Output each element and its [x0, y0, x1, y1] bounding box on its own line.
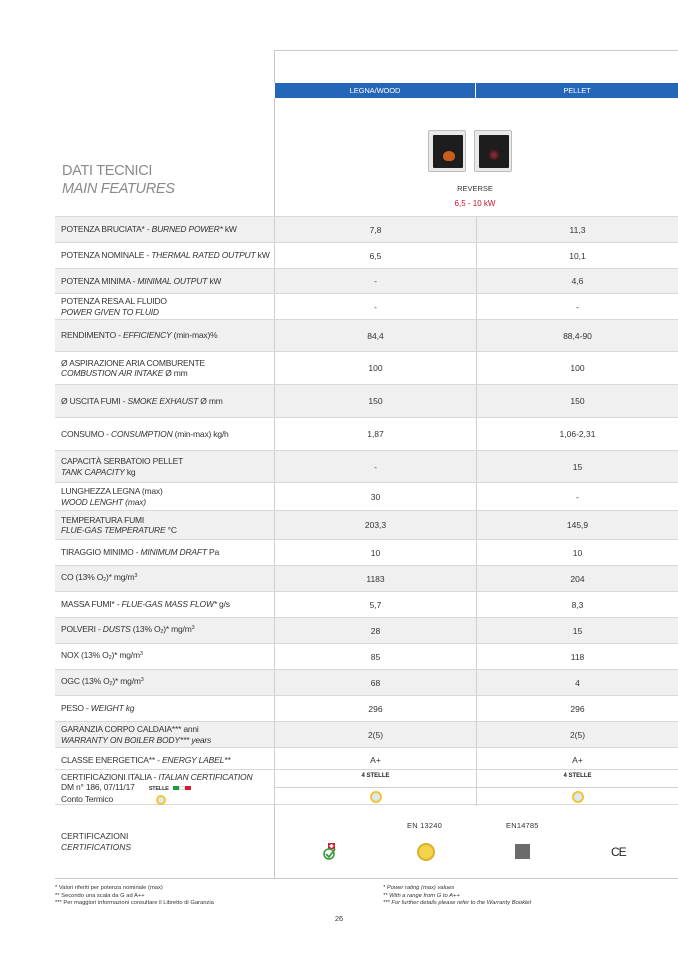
spec-value-wood: 1,87 — [274, 418, 476, 450]
spec-value-pellet: - — [476, 294, 678, 319]
spec-value-wood: 30 — [274, 483, 476, 510]
footnote-en-3: *** For further details please refer to the Warranty Booklet — [383, 900, 532, 906]
spec-value-wood: - — [274, 269, 476, 293]
spec-value-wood: 6,5 — [274, 243, 476, 268]
spec-value-pellet: - — [476, 483, 678, 510]
spec-label: Ø ASPIRAZIONE ARIA COMBURENTE COMBUSTION AIR INTAKE Ø mm — [61, 357, 205, 378]
spec-value-pellet: 11,3 — [476, 217, 678, 242]
certifications-it: CERTIFICAZIONI — [61, 831, 129, 841]
spec-row — [55, 351, 678, 384]
top-rule — [274, 50, 678, 51]
ce-mark-icon: CE — [611, 845, 626, 859]
spec-row — [55, 293, 678, 319]
spec-label: GARANZIA CORPO CALDAIA*** anni WARRANTY ON BOILER BODY*** years — [61, 724, 212, 745]
certifications-label — [61, 831, 131, 853]
cert-dm: DM n° 186, 07/11/17 — [61, 782, 135, 792]
spec-value-wood: 296 — [274, 696, 476, 721]
standard-en13240: EN 13240 — [407, 821, 442, 830]
spec-label: TIRAGGIO MINIMO - MINIMUM DRAFT Pa — [61, 547, 220, 558]
spec-row — [55, 721, 678, 747]
spec-value-wood: 84,4 — [274, 320, 476, 351]
spec-row — [55, 669, 678, 695]
spec-value-wood: A+ — [274, 748, 476, 772]
spec-label: POTENZA NOMINALE - THERMAL RATED OUTPUT kW — [61, 250, 270, 261]
spec-row — [55, 539, 678, 565]
footnotes-italian — [55, 885, 214, 908]
spec-row — [55, 268, 678, 293]
spec-label: Ø USCITA FUMI - SMOKE EXHAUST Ø mm — [61, 395, 223, 406]
spec-row — [55, 417, 678, 450]
header-divider — [274, 98, 275, 216]
cert-italia-it: CERTIFICAZIONI ITALIA - — [61, 772, 159, 782]
stelle-label: STELLE — [148, 786, 169, 792]
spec-value-wood: 85 — [274, 644, 476, 669]
spec-label: TEMPERATURA FUMI FLUE-GAS TEMPERATURE °C — [61, 514, 177, 535]
spec-label: CONSUMO - CONSUMPTION (min-max) kg/h — [61, 428, 229, 439]
spec-value-wood: 100 — [274, 352, 476, 384]
title-english: MAIN FEATURES — [62, 181, 175, 197]
spec-value-pellet: 150 — [476, 385, 678, 417]
spec-value-pellet: 8,3 — [476, 592, 678, 617]
spec-value-wood: 2(5) — [274, 722, 476, 747]
spec-label: NOX (13% $O_2)*$ $mg/m^3$ — [61, 650, 143, 662]
spec-value-pellet: 88,4-90 — [476, 320, 678, 351]
spec-label: POLVERI - DUSTS (13% $O_2)*$ $mg/m^3$ — [61, 624, 195, 636]
stove-wood-image — [428, 130, 466, 172]
spec-value-pellet: 2(5) — [476, 722, 678, 747]
spec-row — [55, 565, 678, 591]
column-header-pellet: PELLET — [476, 83, 678, 98]
spec-value-wood: 7,8 — [274, 217, 476, 242]
conto-termico-icon — [370, 791, 382, 803]
footnote-en-1: * Power rating (max) values — [383, 885, 455, 891]
spec-value-pellet: 204 — [476, 566, 678, 591]
cert-italia-pellet-cell — [476, 770, 678, 806]
spec-label: CLASSE ENERGETICA** - ENERGY LABEL** — [61, 754, 231, 765]
spec-row — [55, 591, 678, 617]
spec-value-wood: 1183 — [274, 566, 476, 591]
spec-value-wood: 150 — [274, 385, 476, 417]
column-header-wood: LEGNA/WOOD — [275, 83, 475, 98]
spec-table — [55, 216, 678, 772]
spec-value-pellet: 4,6 — [476, 269, 678, 293]
spec-value-pellet: 10 — [476, 540, 678, 565]
spec-row — [55, 695, 678, 721]
spec-label: OGC (13% $O_2)*$ $mg/m^3$ — [61, 676, 144, 688]
spec-label: PESO - WEIGHT kg — [61, 703, 135, 714]
spec-label: LUNGHEZZA LEGNA (max) WOOD LENGHT (max) — [61, 486, 163, 507]
spec-value-pellet: 15 — [476, 451, 678, 482]
spec-value-wood: - — [274, 294, 476, 319]
spec-value-pellet: 10,1 — [476, 243, 678, 268]
italian-certification-row — [55, 769, 678, 805]
conto-termico: Conto Termico — [61, 794, 114, 804]
spec-row — [55, 617, 678, 643]
spec-value-pellet: 15 — [476, 618, 678, 643]
swiss-quality-icon — [323, 843, 337, 861]
spec-label: MASSA FUMI* - FLUE-GAS MASS FLOW* g/s — [61, 599, 230, 610]
spec-value-pellet: 296 — [476, 696, 678, 721]
italy-flag-icon — [171, 782, 191, 792]
model-power-range: 6,5 - 10 kW — [454, 199, 496, 208]
quality-seal-icon — [417, 843, 435, 861]
footnote-it-2: ** Secondo una scala da G ad A++ — [55, 892, 145, 899]
wood-stelle: 4 STELLE — [361, 773, 390, 779]
footnote-it-3: *** Per maggiori informazioni consultare il Libretto di Garanzia — [55, 900, 214, 906]
page-number: 26 — [334, 914, 344, 923]
spec-value-wood: 5,7 — [274, 592, 476, 617]
spec-value-wood: 203,3 — [274, 511, 476, 539]
certifications-row — [55, 805, 678, 879]
certifications-en: CERTIFICATIONS — [61, 842, 132, 852]
spec-value-pellet: 118 — [476, 644, 678, 669]
spec-row — [55, 450, 678, 482]
footnote-en-2: ** With a range from G to A++ — [383, 892, 460, 899]
spec-value-pellet: 4 — [476, 670, 678, 695]
spec-label: POTENZA MINIMA - MINIMAL OUTPUT kW — [61, 275, 222, 286]
spec-value-pellet: 100 — [476, 352, 678, 384]
spec-label: CAPACITÀ SERBATOIO PELLET TANK CAPACITY kg — [61, 456, 184, 477]
spec-label: RENDIMENTO - EFFICIENCY (min-max)% — [61, 330, 218, 341]
cert-italia-wood-cell — [274, 770, 476, 806]
spec-value-wood: - — [274, 451, 476, 482]
spec-row — [55, 242, 678, 268]
page-title — [62, 162, 175, 198]
spec-row — [55, 384, 678, 417]
test-certificate-icon — [515, 844, 530, 859]
spec-value-pellet: 145,9 — [476, 511, 678, 539]
spec-row — [55, 216, 678, 242]
cert-italia-en: ITALIAN CERTIFICATION — [158, 772, 253, 782]
standard-en14785: EN14785 — [506, 821, 539, 830]
conto-termico-icon — [572, 791, 584, 803]
spec-row — [55, 482, 678, 510]
spec-value-wood: 68 — [274, 670, 476, 695]
footnote-it-1: * Valori riferiti per potenza nominale (max) — [55, 885, 163, 891]
conto-termico-icon — [156, 795, 166, 805]
footnotes-english — [383, 885, 531, 908]
model-name: REVERSE — [457, 184, 493, 193]
spec-value-pellet: 1,06-2,31 — [476, 418, 678, 450]
spec-label: CO (13% $O_2)*$ $mg/m^3$ — [61, 572, 138, 584]
top-divider — [274, 50, 275, 83]
spec-label: POTENZA BRUCIATA* - BURNED POWER* kW — [61, 224, 237, 235]
spec-label: POTENZA RESA AL FLUIDO POWER GIVEN TO FLUID — [61, 296, 167, 317]
spec-row — [55, 510, 678, 539]
spec-row — [55, 319, 678, 351]
pellet-stelle: 4 STELLE — [563, 773, 592, 779]
spec-value-pellet: A+ — [476, 748, 678, 772]
spec-value-wood: 10 — [274, 540, 476, 565]
title-italian: DATI TECNICI — [62, 163, 153, 179]
spec-value-wood: 28 — [274, 618, 476, 643]
stove-pellet-image — [474, 130, 512, 172]
spec-row — [55, 643, 678, 669]
